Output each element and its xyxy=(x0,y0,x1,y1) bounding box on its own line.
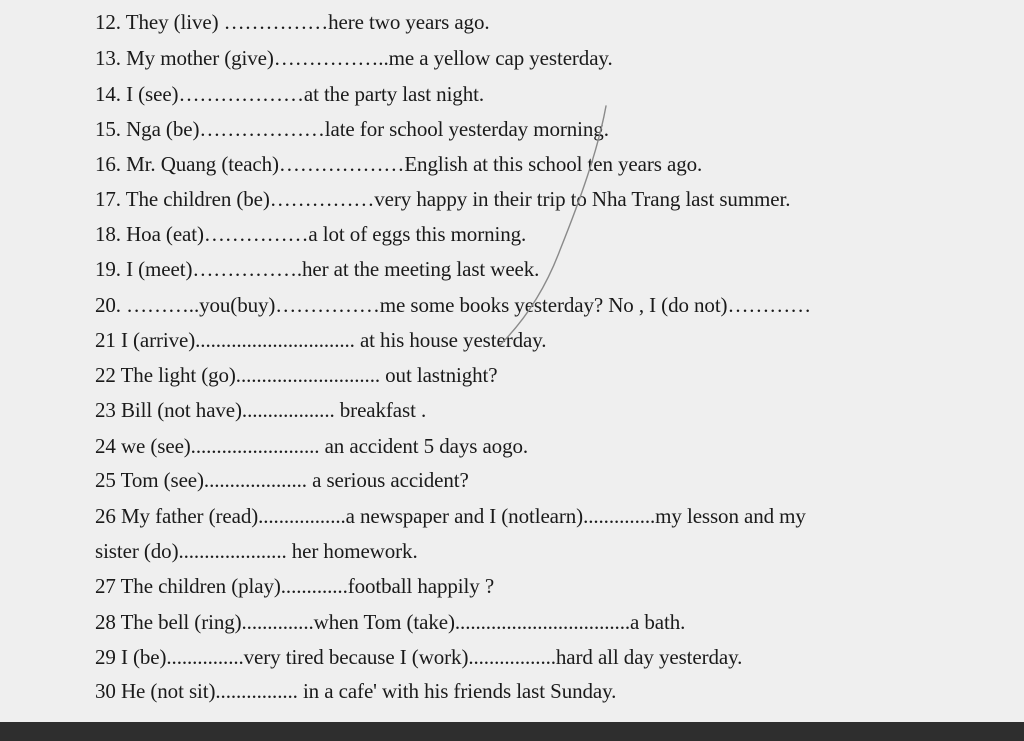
exercise-line-24: 24 we (see)......................... an accident 5 days aogo. xyxy=(95,434,529,458)
exercise-line-20: 20. ………..you(buy)……………me some books yesterday? No , I (do not)………… xyxy=(95,293,812,317)
exercise-line-23: 23 Bill (not have).................. breakfast . xyxy=(95,398,427,422)
exercise-line-27: 27 The children (play).............football happily ? xyxy=(95,574,495,598)
exercise-line-22: 22 The light (go)............................ out lastnight? xyxy=(95,363,498,387)
exercise-line-26: 26 My father (read).................a newspaper and I (notlearn)..............my lesson and my xyxy=(95,504,806,528)
exercise-line-13: 13. My mother (give)……………..me a yellow cap yesterday. xyxy=(95,46,613,70)
exercise-line-26-continued: sister (do)..................... her homework. xyxy=(95,539,418,563)
exercise-line-28: 28 The bell (ring)..............when Tom (take)..................................a bath. xyxy=(95,610,686,634)
exercise-line-30: 30 He (not sit)................ in a cafe' with his friends last Sunday. xyxy=(95,679,617,703)
exercise-line-12: 12. They (live) ……………here two years ago. xyxy=(95,10,490,34)
exercise-line-17: 17. The children (be)……………very happy in their trip to Nha Trang last summer. xyxy=(95,187,791,211)
exercise-line-14: 14. I (see)………………at the party last night. xyxy=(95,82,484,106)
exercise-line-15: 15. Nga (be)………………late for school yesterday morning. xyxy=(95,117,609,141)
exercise-line-19: 19. I (meet)…………….her at the meeting last week. xyxy=(95,257,540,281)
window-bottom-bar xyxy=(0,722,1024,741)
exercise-line-21: 21 I (arrive)............................... at his house yesterday. xyxy=(95,328,547,352)
exercise-line-16: 16. Mr. Quang (teach)………………English at this school ten years ago. xyxy=(95,152,703,176)
exercise-line-18: 18. Hoa (eat)……………a lot of eggs this morning. xyxy=(95,222,527,246)
exercise-line-25: 25 Tom (see).................... a serious accident? xyxy=(95,468,469,492)
exercise-line-29: 29 I (be)...............very tired because I (work).................hard all day yesterday. xyxy=(95,645,743,669)
